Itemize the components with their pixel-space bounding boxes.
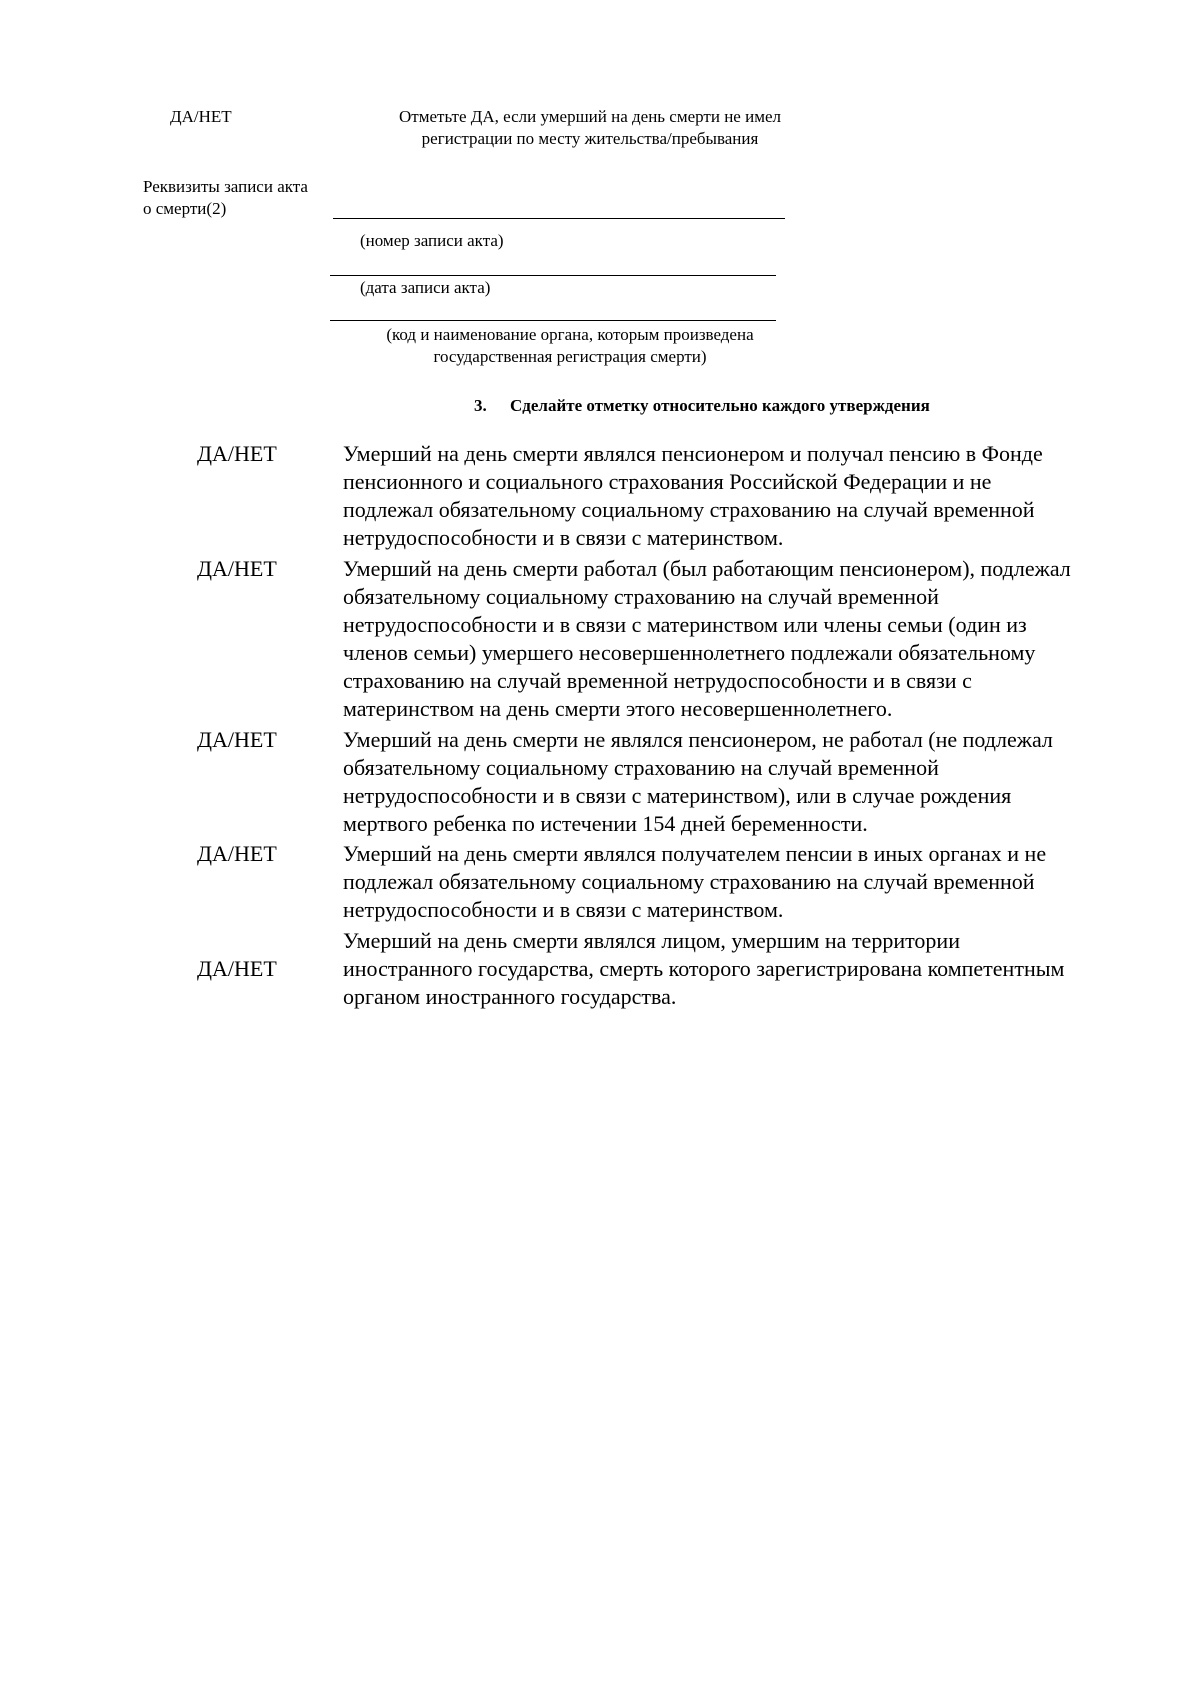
statement-line: нетрудоспособности и в связи с материнством.	[343, 525, 784, 550]
statement-line: подлежал обязательному социальному страхованию на случай временной	[343, 497, 1035, 522]
record-number-caption: (номер записи акта)	[360, 231, 504, 250]
caption-line: (код и наименование органа, которым произведена	[386, 325, 754, 344]
statement-2-text	[343, 555, 1071, 723]
statement-2-yes-no[interactable]: ДА/НЕТ	[197, 556, 277, 581]
statement-3-text	[343, 726, 1053, 838]
statement-line: нетрудоспособности и в связи с материнством.	[343, 897, 784, 922]
statement-3-yes-no[interactable]: ДА/НЕТ	[197, 727, 277, 752]
statement-line: мертвого ребенка по истечении 154 дней беременности.	[343, 811, 868, 836]
statement-4-text	[343, 840, 1046, 924]
statement-line: органом иностранного государства.	[343, 984, 677, 1009]
statement-line: нетрудоспособности и в связи с материнством или члены семьи (один из	[343, 612, 1027, 637]
statement-line: Умерший на день смерти являлся пенсионером и получал пенсию в Фонде	[343, 441, 1043, 466]
statement-line: обязательному социальному страхованию на случай временной	[343, 584, 939, 609]
note-line: регистрации по месту жительства/пребывания	[421, 129, 759, 148]
statement-line: страхованию на случай временной нетрудоспособности и в связи с	[343, 668, 972, 693]
death-record-requisites-label	[143, 176, 308, 220]
record-date-field[interactable]	[330, 275, 776, 276]
section-title: Сделайте отметку относительно каждого утверждения	[510, 396, 930, 415]
registration-authority-field[interactable]	[330, 320, 776, 321]
statement-line: членов семьи) умершего несовершеннолетнего подлежали обязательному	[343, 640, 1036, 665]
statement-line: Умерший на день смерти не являлся пенсионером, не работал (не подлежал	[343, 727, 1053, 752]
label-line: Реквизиты записи акта	[143, 177, 308, 196]
record-date-caption: (дата записи акта)	[360, 278, 491, 297]
statement-line: Умерший на день смерти работал (был работающим пенсионером), подлежал	[343, 556, 1071, 581]
no-registration-yes-no[interactable]: ДА/НЕТ	[170, 107, 232, 126]
registration-authority-caption	[340, 324, 800, 368]
statement-line: Умерший на день смерти являлся получателем пенсии в иных органах и не	[343, 841, 1047, 866]
caption-line: государственная регистрация смерти)	[433, 347, 707, 366]
statement-line: Умерший на день смерти являлся лицом, умершим на территории	[343, 928, 960, 953]
statement-line: материнством на день смерти этого несовершеннолетнего.	[343, 696, 893, 721]
note-line: Отметьте ДА, если умерший на день смерти не имел	[399, 107, 781, 126]
section-number: 3.	[474, 396, 487, 415]
statement-5-yes-no[interactable]: ДА/НЕТ	[197, 956, 277, 981]
statement-line: обязательному социальному страхованию на случай временной	[343, 755, 939, 780]
statement-1-yes-no[interactable]: ДА/НЕТ	[197, 441, 277, 466]
statement-line: нетрудоспособности и в связи с материнством), или в случае рождения	[343, 783, 1012, 808]
no-registration-note	[330, 106, 850, 150]
statement-1-text	[343, 440, 1043, 552]
statement-5-text	[343, 927, 1064, 1011]
label-line: о смерти(2)	[143, 199, 227, 218]
statement-4-yes-no[interactable]: ДА/НЕТ	[197, 841, 277, 866]
statement-line: подлежал обязательному социальному страхованию на случай временной	[343, 869, 1035, 894]
statement-line: пенсионного и социального страхования Российской Федерации и не	[343, 469, 992, 494]
record-number-field[interactable]	[333, 218, 785, 219]
statement-line: иностранного государства, смерть которого зарегистрирована компетентным	[343, 956, 1065, 981]
